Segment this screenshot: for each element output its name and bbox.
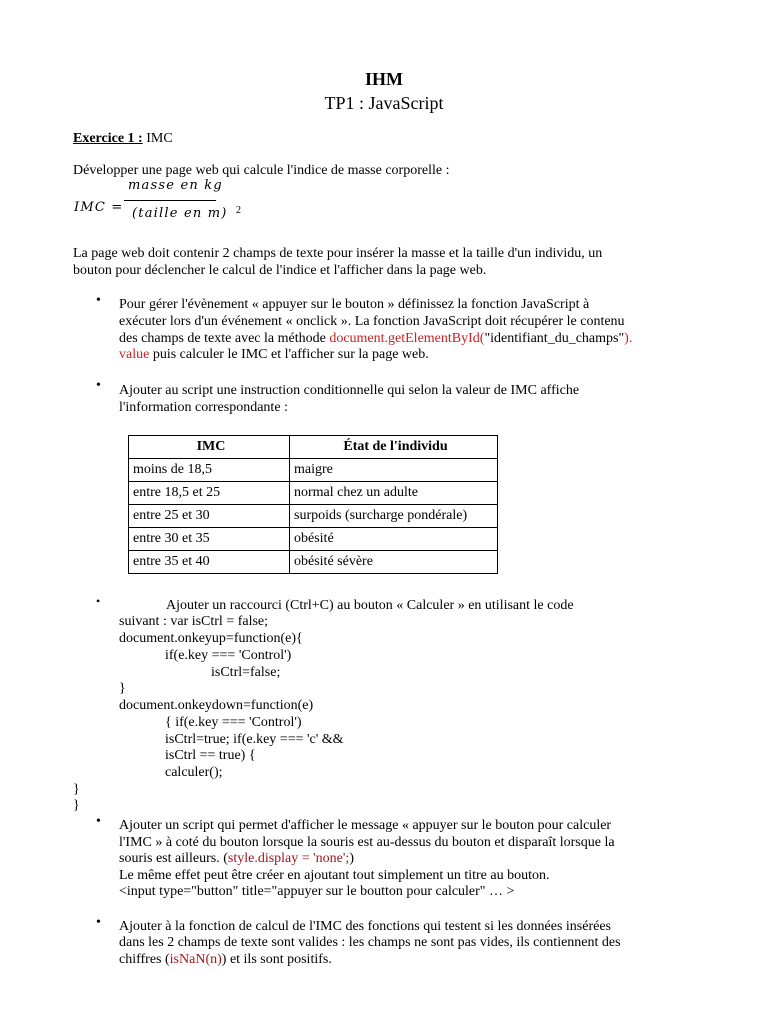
method-name: document.getElementById( <box>329 331 485 346</box>
bullet5-line-2: dans les 2 champs de texte sont valides : les champs ne sont pas vides, ils contiennent des <box>119 935 621 950</box>
paragraph-line-2: bouton pour déclencher le calcul de l'indice et l'afficher dans la page web. <box>73 263 487 278</box>
table-cell: obésité sévère <box>290 551 498 574</box>
style-display-code: style.display = 'none'; <box>227 851 350 866</box>
bullet4-text: souris est ailleurs. ( <box>119 851 228 866</box>
formula-lhs: IMC = <box>74 200 124 215</box>
paragraph-line-1: La page web doit contenir 2 champs de texte pour insérer la masse et la taille d'un individu, un <box>73 246 603 261</box>
formula-exponent: 2 <box>236 205 241 216</box>
table-row <box>129 551 498 574</box>
formula-numerator: masse en kg <box>128 178 223 193</box>
code-line: } <box>73 782 80 797</box>
doc-title: IHM <box>365 69 403 89</box>
bullet4-text-close: ) <box>349 851 354 866</box>
code-line: { if(e.key === 'Control') <box>165 715 302 730</box>
bullet1-line-3 <box>119 330 632 347</box>
bullet-icon: • <box>96 378 101 393</box>
code-line: isCtrl == true) { <box>165 748 256 763</box>
bullet1-line-2: exécuter lors d'un événement « onclick ». La fonction JavaScript doit récupérer le contenu <box>119 314 625 329</box>
method-argument: "identifiant_du_champs" <box>484 331 625 346</box>
bullet-icon: • <box>96 594 101 608</box>
code-line: isCtrl=false; <box>211 665 281 680</box>
code-line: suivant : var isCtrl = false; <box>119 614 269 629</box>
fraction-bar <box>124 200 216 201</box>
table-cell: entre 25 et 30 <box>129 505 290 528</box>
code-line: document.onkeydown=function(e) <box>119 698 314 713</box>
isnan-code: isNaN(n) <box>169 952 222 967</box>
bullet-icon: • <box>96 814 101 829</box>
bullet5-text: chiffres ( <box>119 952 170 967</box>
table-cell: maigre <box>290 459 498 482</box>
table-cell: moins de 18,5 <box>129 459 290 482</box>
exercise-heading <box>73 131 173 147</box>
bullet1-line-4 <box>119 346 429 363</box>
table-cell: entre 30 et 35 <box>129 528 290 551</box>
code-line: if(e.key === 'Control') <box>165 648 292 663</box>
doc-subtitle: TP1 : JavaScript <box>324 93 444 113</box>
table-cell: obésité <box>290 528 498 551</box>
bullet1-text-end: puis calculer le IMC et l'afficher sur la page web. <box>149 347 429 362</box>
bullet4-line-5: <input type="button" title="appuyer sur le boutton pour calculer" … > <box>119 884 515 899</box>
code-line: } <box>119 681 126 696</box>
bullet2-line-1: Ajouter au script une instruction conditionnelle qui selon la valeur de IMC affiche <box>119 383 580 398</box>
value-property: value <box>119 347 150 362</box>
table-header-row <box>129 436 498 459</box>
table-header: État de l'individu <box>290 436 498 459</box>
table-row <box>129 505 498 528</box>
method-close: ). <box>624 331 633 346</box>
bullet-icon: • <box>96 915 101 930</box>
intro-text: Développer une page web qui calcule l'indice de masse corporelle : <box>73 163 450 178</box>
table-cell: surpoids (surcharge pondérale) <box>290 505 498 528</box>
bullet3-line-1: Ajouter un raccourci (Ctrl+C) au bouton « Calculer » en utilisant le code <box>166 598 574 613</box>
bullet1-line-1: Pour gérer l'évènement « appuyer sur le bouton » définissez la fonction JavaScript à <box>119 297 590 312</box>
table-row <box>129 482 498 505</box>
code-line: calculer(); <box>165 765 223 780</box>
code-line: isCtrl=true; if(e.key === 'c' && <box>165 732 344 747</box>
bullet4-line-2: l'IMC » à coté du bouton lorsque la souris est au-dessus du bouton et disparaît lorsque la <box>119 835 615 850</box>
bullet5-line-1: Ajouter à la fonction de calcul de l'IMC des fonctions qui testent si les données insérées <box>119 919 612 934</box>
bullet1-text: des champs de texte avec la méthode <box>119 331 330 346</box>
table-cell: entre 18,5 et 25 <box>129 482 290 505</box>
exercise-label: Exercice 1 : <box>73 131 143 146</box>
imc-table <box>128 435 498 574</box>
bullet-icon: • <box>96 293 101 308</box>
formula-denominator: (taille en m) <box>132 206 228 221</box>
code-line: document.onkeyup=function(e){ <box>119 631 303 646</box>
exercise-topic: IMC <box>146 131 173 146</box>
code-line: } <box>73 798 80 813</box>
table-header: IMC <box>129 436 290 459</box>
bullet5-line-3 <box>119 951 332 968</box>
table-cell: normal chez un adulte <box>290 482 498 505</box>
table-row <box>129 459 498 482</box>
table-cell: entre 35 et 40 <box>129 551 290 574</box>
bullet4-line-4: Le même effet peut être créer en ajoutant tout simplement un titre au bouton. <box>119 868 550 883</box>
bullet4-line-1: Ajouter un script qui permet d'afficher le message « appuyer sur le bouton pour calculer <box>119 818 612 833</box>
bullet2-line-2: l'information correspondante : <box>119 400 288 415</box>
bullet5-text-end: ) et ils sont positifs. <box>221 952 332 967</box>
table-row <box>129 528 498 551</box>
bullet4-line-3 <box>119 850 354 867</box>
